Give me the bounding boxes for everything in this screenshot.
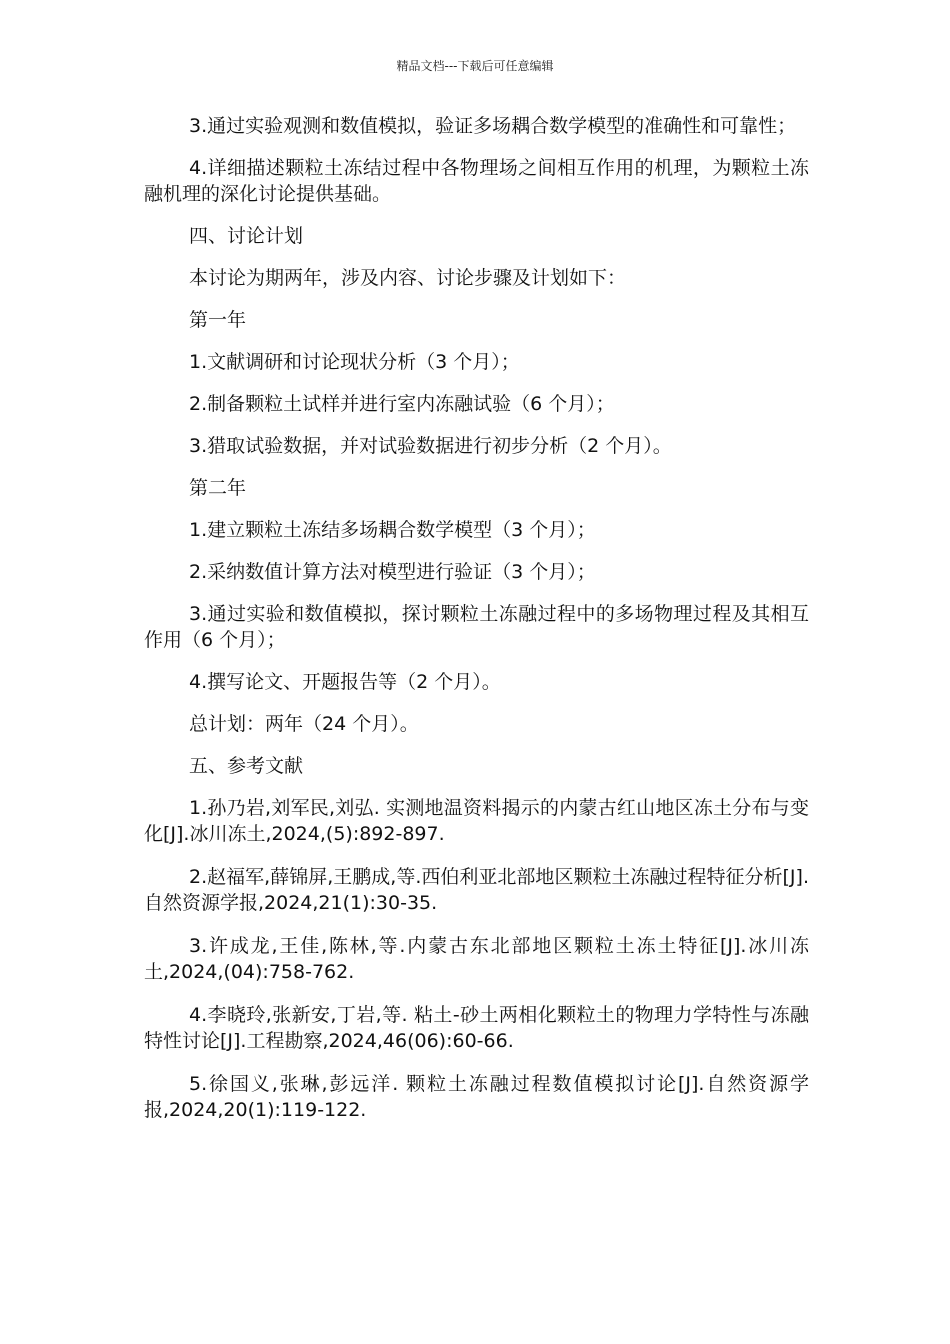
objective-item: 3.通过实验观测和数值模拟，验证多场耦合数学模型的准确性和可靠性； [189, 115, 797, 137]
plan-item: 3.通过实验和数值模拟，探讨颗粒土冻融过程中的多场物理过程及其相互作用（6 个月）； [144, 603, 809, 651]
plan-item: 1.文献调研和讨论现状分析（3 个月）； [189, 351, 520, 373]
reference-item: 4.李晓玲,张新安,丁岩,等. 粘土-砂土两相化颗粒土的物理力学特性与冻融特性讨论[J].工程勘察,2024,46(06):60-66. [144, 1004, 809, 1052]
reference-list [144, 795, 809, 1123]
reference-item: 1.孙乃岩,刘军民,刘弘. 实测地温资料揭示的内蒙古红山地区冻土分布与变化[J].冰川冻土,2024,(5):892-897. [144, 797, 809, 845]
year-two-label: 第二年 [189, 477, 247, 499]
objective-item: 4.详细描述颗粒土冻结过程中各物理场之间相互作用的机理，为颗粒土冻融机理的深化讨论提供基础。 [144, 157, 809, 205]
plan-item: 1.建立颗粒土冻结多场耦合数学模型（3 个月）； [189, 519, 596, 541]
plan-item: 2.制备颗粒土试样并进行室内冻融试验（6 个月）； [189, 393, 615, 415]
reference-item: 2.赵福军,薛锦屏,王鹏成,等.西伯利亚北部地区颗粒土冻融过程特征分析[J].自然资源学报,2024,21(1):30-35. [144, 866, 809, 914]
plan-total: 总计划：两年（24 个月）。 [189, 713, 419, 735]
section-heading-plan: 四、讨论计划 [189, 225, 304, 247]
reference-item: 3.许成龙,王佳,陈林,等.内蒙古东北部地区颗粒土冻土特征[J].冰川冻土,2024,(04):758-762. [144, 935, 809, 983]
section-heading-references: 五、参考文献 [189, 755, 304, 777]
plan-item: 4.撰写论文、开题报告等（2 个月）。 [189, 671, 501, 693]
reference-item: 5.徐国义,张琳,彭远洋. 颗粒土冻融过程数值模拟讨论[J].自然资源学报,2024,20(1):119-122. [144, 1073, 809, 1121]
plan-item: 2.采纳数值计算方法对模型进行验证（3 个月）； [189, 561, 596, 583]
plan-item: 3.猎取试验数据，并对试验数据进行初步分析（2 个月）。 [189, 435, 672, 457]
year-one-label: 第一年 [189, 309, 247, 331]
document-body [144, 113, 809, 1140]
plan-intro: 本讨论为期两年，涉及内容、讨论步骤及计划如下： [189, 267, 627, 289]
page-header: 精品文档---下载后可任意编辑 [396, 59, 554, 73]
